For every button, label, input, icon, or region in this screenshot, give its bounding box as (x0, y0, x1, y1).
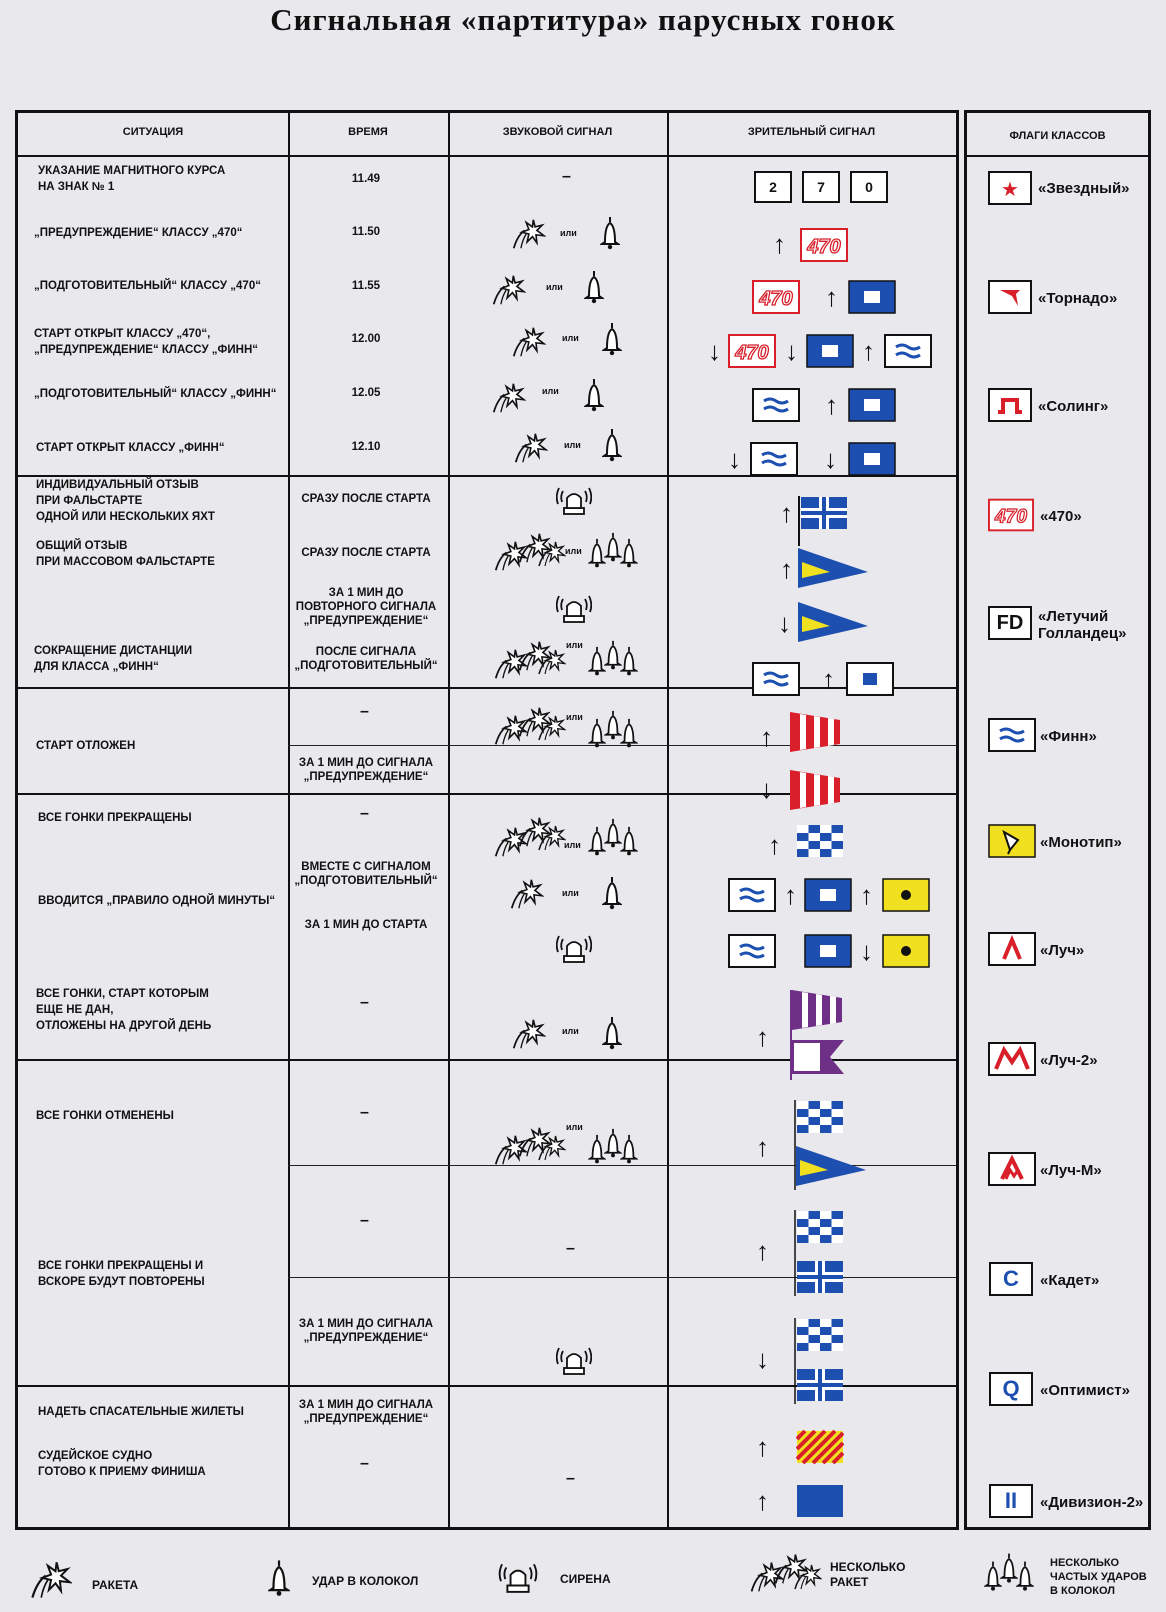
finn-class-flag-icon (728, 934, 776, 968)
first-substitute-pennant-icon (798, 602, 868, 642)
bell-icon (620, 646, 638, 676)
time-text: ЗА 1 МИН ДО СИГНАЛА „ПРЕДУПРЕЖДЕНИЕ“ (298, 757, 434, 783)
time-dash: – (360, 1104, 369, 1121)
class-470-flag-icon (752, 280, 800, 314)
class-470-flag-icon (800, 228, 848, 262)
cross-flag-icon (800, 496, 848, 530)
legend-rocket: РАКЕТА (92, 1578, 139, 1592)
or-text: или (564, 440, 581, 450)
blue-peter-flag-icon (848, 388, 896, 422)
blue-peter-flag-icon (848, 442, 896, 476)
time-dash: – (360, 805, 369, 822)
hoist-arrow-up-icon: ↑ (756, 1022, 769, 1052)
situation-text: ОБЩИЙ ОТЗЫВ ПРИ МАССОВОМ ФАЛЬСТАРТЕ (36, 540, 215, 568)
header-classes: ФЛАГИ КЛАССОВ (1009, 130, 1106, 142)
cadet-text: C (1003, 1266, 1019, 1291)
time-text: 12.05 (351, 387, 381, 399)
first-substitute-pennant-icon (796, 1146, 866, 1186)
time-dash: – (360, 703, 369, 720)
class-470-flag-icon (728, 334, 776, 368)
i-flag-icon (882, 934, 930, 968)
class-label: «Монотип» (1040, 834, 1122, 851)
situation-text: НАДЕТЬ СПАСАТЕЛЬНЫЕ ЖИЛЕТЫ (38, 1406, 244, 1418)
bell-icon (620, 538, 638, 568)
time-text: ЗА 1 МИН ДО СИГНАЛА „ПРЕДУПРЕЖДЕНИЕ“ (298, 1318, 434, 1344)
bell-icon (584, 378, 604, 412)
bell-icon (602, 322, 622, 356)
hoist-arrow-up-icon: ↑ (784, 880, 797, 910)
time-text: 12.10 (351, 441, 381, 453)
cross-flag-icon (796, 1368, 844, 1402)
bell-icon (584, 270, 604, 304)
or-text: или (566, 1122, 583, 1132)
situation-text: СОКРАЩЕНИЕ ДИСТАНЦИИ ДЛЯ КЛАССА „ФИНН“ (34, 645, 193, 673)
class-label: «Финн» (1040, 728, 1097, 745)
rocket-icon (536, 648, 566, 676)
siren-icon (556, 484, 592, 516)
i-flag-icon (882, 878, 930, 912)
hoist-arrow-up-icon: ↑ (822, 664, 835, 694)
class-flags-panel (964, 110, 1151, 1530)
checkered-flag-icon (796, 1210, 844, 1244)
situation-text: ВВОДИТСЯ „ПРАВИЛО ОДНОЙ МИНУТЫ“ (38, 895, 276, 907)
rocket-icon (536, 540, 566, 568)
a-flag-icon (792, 1040, 844, 1074)
hoist-arrow-down-icon: ↓ (760, 774, 773, 804)
hoist-arrow-down-icon: ↓ (778, 608, 791, 638)
group-rule (18, 687, 956, 689)
hoist-arrow-up-icon: ↑ (756, 1432, 769, 1462)
finn-class-flag-icon (752, 662, 800, 696)
situation-text: СТАРТ ОТКРЫТ КЛАССУ „470“, „ПРЕДУПРЕЖДЕНИЕ“ КЛАССУ „ФИНН“ (34, 328, 258, 356)
answering-pennant-icon (792, 990, 844, 1030)
bell-icon (620, 1134, 638, 1164)
situation-text: СТАРТ ОТКРЫТ КЛАССУ „ФИНН“ (36, 442, 225, 454)
time-dash: – (360, 1455, 369, 1472)
class-label: «Солинг» (1038, 398, 1109, 415)
blue-peter-flag-icon (806, 334, 854, 368)
or-text: или (562, 888, 579, 898)
blue-flag-icon (796, 1484, 844, 1518)
col-sep (288, 113, 290, 1527)
time-text: 12.00 (351, 333, 381, 345)
hoist-arrow-up-icon: ↑ (825, 282, 838, 312)
hoist-arrow-up-icon: ↑ (760, 722, 773, 752)
hoist-arrow-down-icon: ↓ (728, 444, 741, 474)
checkered-flag-icon (796, 1100, 844, 1134)
situation-text: ИНДИВИДУАЛЬНЫЙ ОТЗЫВ ПРИ ФАЛЬСТАРТЕ ОДНОЙ ИЛИ НЕСКОЛЬКИХ ЯХТ (36, 479, 215, 523)
laser-class-flag-icon (988, 932, 1036, 966)
siren-icon (556, 592, 592, 624)
or-text: или (546, 282, 563, 292)
finn-class-flag-icon (728, 878, 776, 912)
legend-bell: УДАР В КОЛОКОЛ (312, 1574, 419, 1588)
hoist-arrow-up-icon: ↑ (862, 336, 875, 366)
col-sep (667, 113, 669, 1527)
situation-text: ВСЕ ГОНКИ ПРЕКРАЩЕНЫ И ВСКОРЕ БУДУТ ПОВТОРЕНЫ (38, 1260, 205, 1288)
situation-text: ВСЕ ГОНКИ ПРЕКРАЩЕНЫ (38, 812, 192, 824)
or-text: или (564, 840, 581, 850)
blue-peter-flag-icon (848, 280, 896, 314)
rocket-icon (536, 1134, 566, 1162)
or-text: или (560, 228, 577, 238)
situation-text: СТАРТ ОТЛОЖЕН (36, 740, 136, 752)
siren-icon (498, 1560, 538, 1594)
bell-icon (620, 826, 638, 856)
cross-flag-icon (796, 1260, 844, 1294)
time-dash: – (360, 994, 369, 1011)
class-label: «Луч-2» (1040, 1052, 1098, 1069)
header-rule (18, 155, 956, 157)
rocket-icon (510, 326, 546, 358)
time-text: СРАЗУ ПОСЛЕ СТАРТА (301, 493, 431, 505)
rocket-icon (512, 432, 548, 464)
class-label: «Оптимист» (1040, 1382, 1130, 1399)
division-text: II (1004, 1488, 1018, 1513)
bell-icon (620, 718, 638, 748)
hoist-arrow-up-icon: ↑ (756, 1132, 769, 1162)
course-digit-box: 7 (802, 171, 840, 203)
time-text: ЗА 1 МИН ДО ПОВТОРНОГО СИГНАЛА „ПРЕДУПРЕЖДЕНИЕ“ (295, 587, 437, 627)
bell-icon (600, 216, 620, 250)
rocket-icon (536, 824, 566, 852)
header-sound: ЗВУКОВОЙ СИГНАЛ (502, 126, 613, 138)
class-label: «Звездный» (1038, 180, 1130, 197)
class-label: «Луч-М» (1040, 1162, 1102, 1179)
hoist-arrow-down-icon: ↓ (860, 936, 873, 966)
rockets-icon (792, 1562, 822, 1592)
time-text: 11.55 (351, 280, 381, 292)
time-dash: – (360, 1212, 369, 1229)
time-text: 11.50 (351, 226, 381, 238)
situation-text: ВСЕ ГОНКИ ОТМЕНЕНЫ (36, 1110, 174, 1122)
sound-dash: – (562, 168, 571, 185)
time-text: ПОСЛЕ СИГНАЛА „ПОДГОТОВИТЕЛЬНЫЙ“ (294, 646, 438, 672)
bell-icon (602, 1016, 622, 1050)
rocket-icon (490, 274, 526, 306)
header-time: ВРЕМЯ (348, 126, 388, 138)
or-text: или (542, 386, 559, 396)
y-flag-icon (796, 1430, 844, 1464)
finn-class-flag-icon (752, 388, 800, 422)
col-sep (448, 113, 450, 1527)
finn-class-flag-icon (884, 334, 932, 368)
hoist-arrow-up-icon: ↑ (768, 830, 781, 860)
sound-dash: – (566, 1240, 575, 1257)
s-flag-icon (846, 662, 894, 696)
hoist-arrow-down-icon: ↓ (785, 336, 798, 366)
hoist-arrow-up-icon: ↑ (773, 229, 786, 259)
legend-siren: СИРЕНА (560, 1572, 611, 1586)
fd-text: FD (996, 612, 1024, 634)
or-text: или (566, 640, 583, 650)
class-label: «Кадет» (1040, 1272, 1100, 1289)
legend-bells: НЕСКОЛЬКО ЧАСТЫХ УДАРОВ В КОЛОКОЛ (1050, 1557, 1147, 1597)
time-text: ЗА 1 МИН ДО СТАРТА (304, 919, 428, 931)
class-label: «Летучий Голландец» (1038, 608, 1127, 642)
situation-text: ВСЕ ГОНКИ, СТАРТ КОТОРЫМ ЕЩЕ НЕ ДАН, ОТЛОЖЕНЫ НА ДРУГОЙ ДЕНЬ (36, 988, 212, 1032)
course-digit-box: 2 (754, 171, 792, 203)
time-text: ВМЕСТЕ С СИГНАЛОМ „ПОДГОТОВИТЕЛЬНЫЙ“ (294, 861, 438, 887)
row-rule (288, 1277, 956, 1278)
or-text: или (562, 1026, 579, 1036)
class-label: «Дивизион-2» (1040, 1494, 1144, 1511)
time-text: ЗА 1 МИН ДО СИГНАЛА „ПРЕДУПРЕЖДЕНИЕ“ (298, 1399, 434, 1425)
hoist-arrow-up-icon: ↑ (825, 390, 838, 420)
bell-icon (268, 1558, 290, 1598)
finn-class-flag-icon (988, 718, 1036, 752)
hoist-arrow-up-icon: ↑ (780, 498, 793, 528)
bell-icon (602, 428, 622, 462)
hoist-arrow-up-icon: ↑ (860, 880, 873, 910)
hoist-arrow-down-icon: ↓ (756, 1344, 769, 1374)
bell-icon (602, 876, 622, 910)
time-text: СРАЗУ ПОСЛЕ СТАРТА (301, 547, 431, 559)
hoist-arrow-up-icon: ↑ (780, 554, 793, 584)
course-digit-box: 0 (850, 171, 888, 203)
finn-class-flag-icon (750, 442, 798, 476)
rocket-icon (510, 1018, 546, 1050)
star-class-flag-icon (988, 171, 1032, 205)
rocket-icon (536, 714, 566, 742)
or-text: или (562, 333, 579, 343)
hoist-arrow-down-icon: ↓ (708, 336, 721, 366)
rocket-icon (490, 382, 526, 414)
monotype-class-flag-icon (988, 824, 1036, 858)
situation-text: „ПОДГОТОВИТЕЛЬНЫЙ“ КЛАССУ „ФИНН“ (34, 388, 277, 400)
optimist-text: Q (1002, 1376, 1020, 1401)
time-text: 11.49 (351, 173, 381, 185)
bells-icon (1016, 1560, 1034, 1592)
rocket-icon (510, 218, 546, 250)
laser-m-class-flag-icon (988, 1152, 1036, 1186)
class-label: «470» (1040, 508, 1082, 525)
laser-2-class-flag-icon (988, 1042, 1036, 1076)
soling-class-flag-icon (988, 388, 1032, 422)
class-label: «Луч» (1040, 942, 1085, 959)
checkered-flag-icon (796, 1318, 844, 1352)
siren-icon (556, 1344, 592, 1376)
answering-pennant-icon (790, 712, 842, 752)
checkered-flag-icon (796, 824, 844, 858)
header-situation: СИТУАЦИЯ (122, 126, 184, 138)
svg-text:★: ★ (1001, 179, 1019, 201)
class-470-flag-icon (988, 498, 1034, 532)
sound-dash: – (566, 1470, 575, 1487)
situation-text: СУДЕЙСКОЕ СУДНО ГОТОВО К ПРИЕМУ ФИНИША (38, 1450, 206, 1478)
rocket-icon (508, 878, 544, 910)
hoist-arrow-up-icon: ↑ (756, 1236, 769, 1266)
situation-text: „ПОДГОТОВИТЕЛЬНЫЙ“ КЛАССУ „470“ (34, 280, 261, 292)
legend-rockets: НЕСКОЛЬКО РАКЕТ (830, 1560, 906, 1589)
or-text: или (565, 546, 582, 556)
header-visual: ЗРИТЕЛЬНЫЙ СИГНАЛ (747, 126, 876, 138)
answering-pennant-icon (790, 770, 842, 810)
header-rule (967, 155, 1148, 157)
hoist-arrow-down-icon: ↓ (824, 444, 837, 474)
first-substitute-pennant-icon (798, 548, 868, 588)
or-text: или (566, 712, 583, 722)
situation-text: УКАЗАНИЕ МАГНИТНОГО КУРСА НА ЗНАК № 1 (38, 165, 226, 193)
blue-peter-flag-icon (804, 934, 852, 968)
tornado-class-flag-icon (988, 280, 1032, 314)
situation-text: „ПРЕДУПРЕЖДЕНИЕ“ КЛАССУ „470“ (34, 227, 243, 239)
blue-peter-flag-icon (804, 878, 852, 912)
siren-icon (556, 932, 592, 964)
rocket-icon (28, 1560, 72, 1600)
class-label: «Торнадо» (1038, 290, 1118, 307)
hoist-arrow-up-icon: ↑ (756, 1486, 769, 1516)
page-title: Сигнальная «партитура» парусных гонок (270, 2, 896, 37)
